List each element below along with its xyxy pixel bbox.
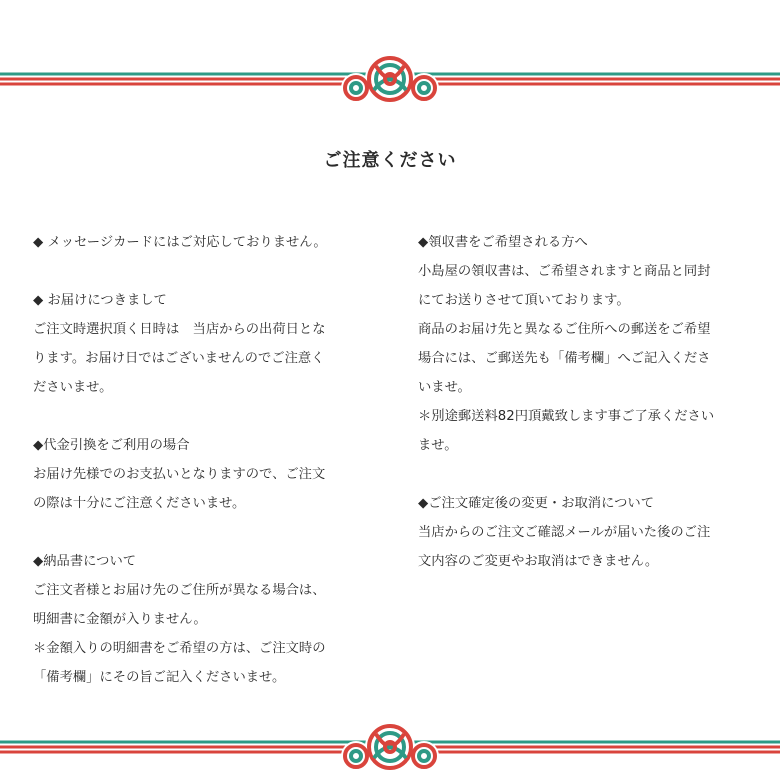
section-line: の際は十分にご注意くださいませ。 bbox=[33, 496, 246, 511]
section-line: いませ。 bbox=[418, 380, 471, 395]
notice-delivery-slip bbox=[33, 547, 373, 692]
section-line: 明細書に金額が入りません。 bbox=[33, 612, 207, 627]
section-line: ださいませ。 bbox=[33, 380, 113, 395]
notice-message-card bbox=[33, 228, 373, 257]
section-line: 「備考欄」にその旨ご記入くださいませ。 bbox=[33, 670, 286, 685]
section-line: 当店からのご注文ご確認メールが届いた後のご注 bbox=[418, 525, 711, 540]
page-title: ご注意ください bbox=[323, 150, 457, 171]
mizuhiki-knot-icon bbox=[0, 716, 780, 782]
section-heading: ◆ お届けにつきまして bbox=[33, 293, 167, 308]
section-line: 文内容のご変更やお取消はできません。 bbox=[418, 554, 659, 569]
section-line: ＊別途郵送料82円頂戴致します事ご了承ください bbox=[418, 409, 715, 424]
section-heading: ◆領収書をご希望される方へ bbox=[418, 235, 588, 250]
section-line: にてお送りさせて頂いております。 bbox=[418, 293, 630, 308]
notice-receipt bbox=[418, 228, 754, 460]
bottom-decorative-band bbox=[0, 716, 780, 768]
section-heading: ◆ メッセージカードにはご対応しておりません。 bbox=[33, 235, 327, 250]
section-heading: ◆納品書について bbox=[33, 554, 137, 569]
notice-cash-on-delivery bbox=[33, 431, 373, 518]
left-column bbox=[33, 228, 373, 721]
notice-order-changes bbox=[418, 489, 754, 576]
section-line: 小島屋の領収書は、ご希望されますと商品と同封 bbox=[418, 264, 711, 279]
right-column bbox=[418, 228, 754, 605]
section-heading: ◆ご注文確定後の変更・お取消について bbox=[418, 496, 655, 511]
section-line: ＊金額入りの明細書をご希望の方は、ご注文時の bbox=[33, 641, 326, 656]
mizuhiki-knot-icon bbox=[0, 52, 780, 104]
section-line: 場合には、ご郵送先も「備考欄」へご記入くださ bbox=[418, 351, 711, 366]
section-line: ご注文者様とお届け先のご住所が異なる場合は、 bbox=[33, 583, 326, 598]
section-line: ませ。 bbox=[418, 438, 458, 453]
notice-delivery bbox=[33, 286, 373, 402]
section-line: お届け先様でのお支払いとなりますので、ご注文 bbox=[33, 467, 326, 482]
section-line: ご注文時選択頂く日時は 当店からの出荷日とな bbox=[33, 322, 326, 337]
section-line: 商品のお届け先と異なるご住所への郵送をご希望 bbox=[418, 322, 711, 337]
top-decorative-band bbox=[0, 52, 780, 104]
section-line: ります。お届け日ではございませんのでご注意く bbox=[33, 351, 325, 366]
section-heading: ◆代金引換をご利用の場合 bbox=[33, 438, 190, 453]
